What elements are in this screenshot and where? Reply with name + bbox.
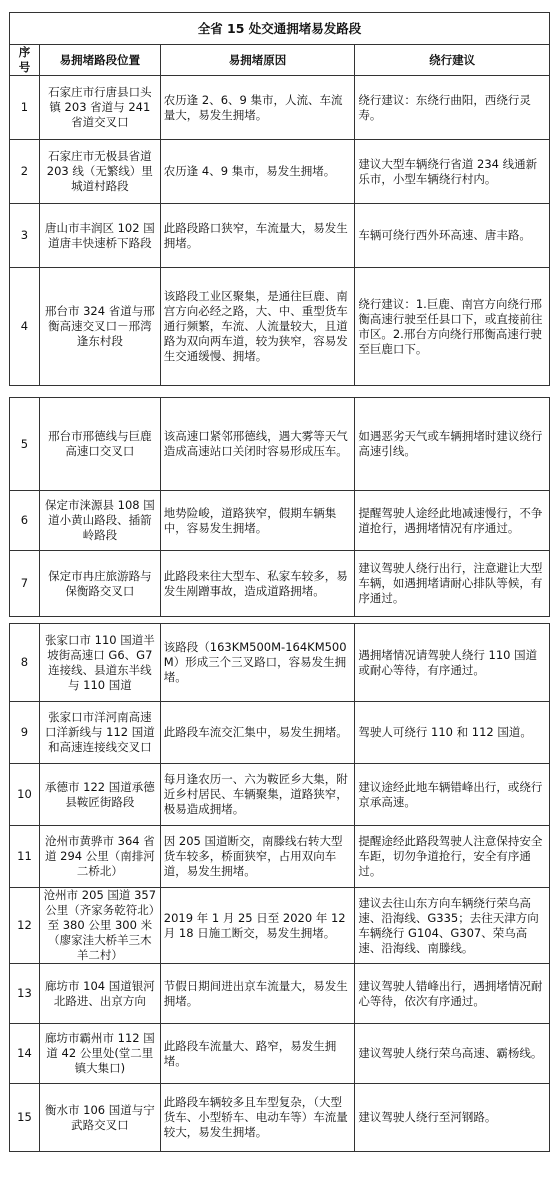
row-reason: 地势险峻，道路狭窄，假期车辆集中，容易发生拥堵。 [160,491,355,551]
row-advice: 建议驾驶人绕行荣乌高速、霸杨线。 [355,1024,550,1084]
row-advice: 提醒驾驶人途经此地减速慢行，不争道抢行，遇拥堵情况有序通过。 [355,491,550,551]
row-advice: 绕行建议：1.巨鹿、南宫方向绕行邢衡高速行驶至任县口下，或直接前往市区。2.邢台方向绕行邢衡高速行驶至巨鹿口下。 [355,268,550,386]
row-reason: 该路段工业区聚集，是通往巨鹿、南宫方向必经之路，大、中、重型货车通行频繁，车流、人流量较大，且道路为双向两车道，较为狭窄，容易发生交通缓慢、拥堵。 [160,268,355,386]
row-advice: 如遇恶劣天气或车辆拥堵时建议绕行高速引线。 [355,398,550,491]
row-reason: 因 205 国道断交，南滕线右转大型货车较多，桥面狭窄，占用双向车道，易发生拥堵。 [160,826,355,888]
header-advice: 绕行建议 [355,45,550,76]
table-row [10,624,550,702]
row-reason: 该高速口紧邻邢德线，遇大雾等天气造成高速站口关闭时容易形成压车。 [160,398,355,491]
row-advice: 绕行建议：东绕行曲阳，西绕行灵寿。 [355,76,550,140]
row-location: 承德市 122 国道承德县鞍匠街路段 [39,764,160,826]
row-number: 5 [10,398,40,491]
congestion-table-part1 [9,12,550,386]
row-advice: 建议驾驶人绕行至河钢路。 [355,1084,550,1152]
row-location: 衡水市 106 国道与宁武路交叉口 [39,1084,160,1152]
row-location: 张家口市洋河南高速口洋新线与 112 国道和高速连接线交叉口 [39,702,160,764]
row-advice: 车辆可绕行西外环高速、唐丰路。 [355,204,550,268]
row-number: 7 [10,551,40,617]
row-location: 保定市冉庄旅游路与保衡路交叉口 [39,551,160,617]
row-number: 4 [10,268,40,386]
row-number: 15 [10,1084,40,1152]
row-reason: 此路段来往大型车、私家车较多，易发生剐蹭事故，造成道路拥堵。 [160,551,355,617]
table-row [10,764,550,826]
row-location: 邢台市邢德线与巨鹿高速口交叉口 [39,398,160,491]
row-reason: 农历逢 4、9 集市，易发生拥堵。 [160,140,355,204]
row-reason: 此路段车流交汇集中，易发生拥堵。 [160,702,355,764]
row-advice: 建议去往山东方向车辆绕行荣乌高速、沿海线、G335；去往天津方向车辆绕行 G104、G307、荣乌高速、沿海线、南滕线。 [355,888,550,964]
table-row [10,491,550,551]
row-number: 8 [10,624,40,702]
table-row [10,964,550,1024]
row-advice: 建议大型车辆绕行省道 234 线通新乐市，小型车辆绕行村内。 [355,140,550,204]
row-number: 1 [10,76,40,140]
row-advice: 建议途经此地车辆错峰出行，或绕行京承高速。 [355,764,550,826]
row-reason: 此路段车辆较多且车型复杂，（大型货车、小型轿车、电动车等）车流量较大，易发生拥堵。 [160,1084,355,1152]
row-number: 10 [10,764,40,826]
row-location: 廊坊市 104 国道银河北路进、出京方向 [39,964,160,1024]
row-advice: 驾驶人可绕行 110 和 112 国道。 [355,702,550,764]
row-reason: 2019 年 1 月 25 日至 2020 年 12 月 18 日施工断交，易发生拥堵。 [160,888,355,964]
header-reason: 易拥堵原因 [160,45,355,76]
row-advice: 提醒途经此路段驾驶人注意保持安全车距，切勿争道抢行，安全有序通过。 [355,826,550,888]
header-location: 易拥堵路段位置 [39,45,160,76]
row-advice: 遇拥堵情况请驾驶人绕行 110 国道或耐心等待，有序通过。 [355,624,550,702]
row-number: 13 [10,964,40,1024]
table-row [10,268,550,386]
row-location: 沧州市黄骅市 364 省道 294 公里（南排河二桥北） [39,826,160,888]
row-number: 14 [10,1024,40,1084]
header-number: 序号 [10,45,40,76]
row-number: 9 [10,702,40,764]
row-number: 12 [10,888,40,964]
row-number: 6 [10,491,40,551]
row-location: 沧州市 205 国道 357 公里（齐家务乾符北）至 380 公里 300 米（廖家洼大桥羊三木羊二村） [39,888,160,964]
congestion-table-part2 [9,397,550,617]
table-row [10,1084,550,1152]
row-location: 石家庄市无极县省道 203 线（无繁线）里城道村路段 [39,140,160,204]
table-row [10,204,550,268]
row-number: 3 [10,204,40,268]
row-location: 保定市涞源县 108 国道小黄山路段、插箭岭路段 [39,491,160,551]
table-title: 全省 15 处交通拥堵易发路段 [10,13,550,45]
row-location: 邢台市 324 省道与邢衡高速交叉口－邢湾逢东村段 [39,268,160,386]
row-advice: 建议驾驶人错峰出行，遇拥堵情况耐心等待，依次有序通过。 [355,964,550,1024]
row-reason: 该路段（163KM500M-164KM500M）形成三个三叉路口，容易发生拥堵。 [160,624,355,702]
table-row [10,702,550,764]
table-row [10,826,550,888]
table-row [10,888,550,964]
table-row [10,551,550,617]
row-location: 廊坊市霸州市 112 国道 42 公里处(堂二里镇大集口) [39,1024,160,1084]
row-reason: 此路段车流量大、路窄，易发生拥堵。 [160,1024,355,1084]
row-advice: 建议驾驶人绕行出行，注意避让大型车辆，如遇拥堵请耐心排队等候，有序通过。 [355,551,550,617]
row-number: 11 [10,826,40,888]
row-location: 唐山市丰润区 102 国道唐丰快速桥下路段 [39,204,160,268]
row-number: 2 [10,140,40,204]
table-row [10,398,550,491]
row-location: 张家口市 110 国道半坡街高速口 G6、G7 连接线、县道东半线与 110 国道 [39,624,160,702]
congestion-table-part3 [9,623,550,1152]
row-location: 石家庄市行唐县口头镇 203 省道与 241 省道交叉口 [39,76,160,140]
row-reason: 每月逢农历一、六为鞍匠乡大集，附近乡村居民、车辆聚集，道路狭窄，极易造成拥堵。 [160,764,355,826]
row-reason: 农历逢 2、6、9 集市，人流、车流量大，易发生拥堵。 [160,76,355,140]
row-reason: 节假日期间进出京车流量大，易发生拥堵。 [160,964,355,1024]
row-reason: 此路段路口狭窄，车流量大，易发生拥堵。 [160,204,355,268]
table-row [10,1024,550,1084]
table-row [10,140,550,204]
table-row [10,76,550,140]
